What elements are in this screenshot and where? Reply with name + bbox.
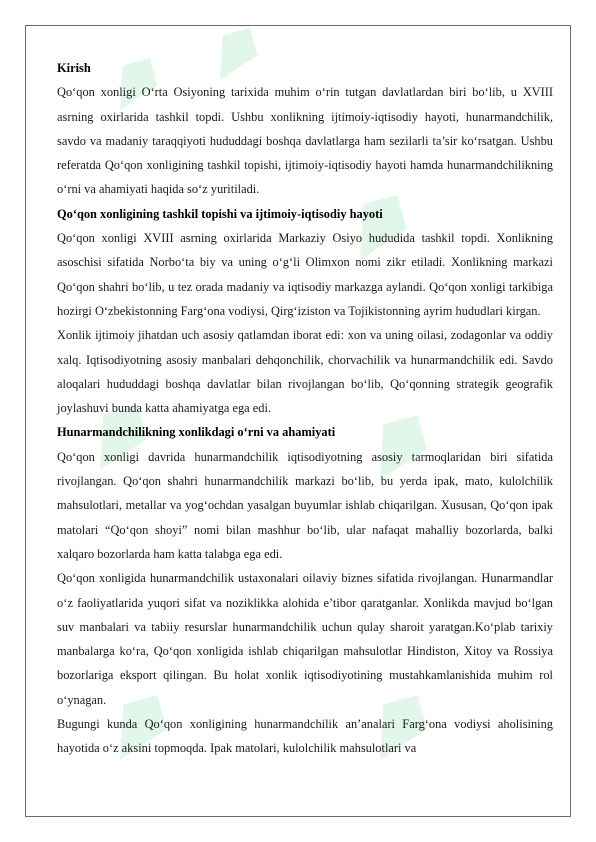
section-heading-kirish: Kirish — [57, 61, 91, 75]
section-heading-tashkil-topishi: Qo‘qon xonligining tashkil topishi va ijtimoiy-iqtisodiy hayoti — [57, 206, 383, 221]
paragraph: Qo‘qon xonligi XVIII asrning oxirlarida Markaziy Osiyo hududida tashkil topdi. Xonlikning asoschisi sifatida Norbo‘ta biy va uning o‘g‘li Olimxon nomi zikr etiladi. Xonlikning markazi Qo‘qon shahri bo‘lib, u tez orada madaniy va iqtisodiy markazga aylandi. Qo‘qon xonligi tarkibiga hozirgi O‘zbekistonning Farg‘ona vodiysi, Qirg‘iziston va Tojikistonning ayrim hududlari kirgan. — [57, 231, 553, 318]
paragraph: Qo‘qon xonligida hunarmandchilik ustaxonalari oilaviy biznes sifatida rivojlangan. Hunarmandlar o‘z faoliyatlarida yuqori sifat va noziklikka alohida e’tibor qaratganlar. Xonlikda mavjud bo‘lgan suv manbalari va tabiiy resurslar hunarmandchilik uchun qulay sharoit yaratgan.Ko‘plab tarixiy manbalarga ko‘ra, Qo‘qon xonligida ishlab chiqarilgan mahsulotlar Hindiston, Xitoy va Rossiya bozorlariga eksport qilingan. Bu holat xonlik iqtisodiyotining mustahkamlanishida muhim rol o‘ynagan. — [57, 571, 553, 707]
paragraph: Bugungi kunda Qo‘qon xonligining hunarmandchilik an’analari Farg‘ona vodiysi aholisining hayotida o‘z aksini topmoqda. Ipak matolari, kulolchilik mahsulotlari va — [57, 717, 553, 756]
document-body — [57, 56, 553, 761]
section-heading-hunarmandchilik: Hunarmandchilikning xonlikdagi o‘rni va ahamiyati — [57, 425, 336, 440]
paragraph: Qo‘qon xonligi davrida hunarmandchilik iqtisodiyotning asosiy tarmoqlaridan biri sifatida rivojlangan. Qo‘qon shahri hunarmandchilik markazi bo‘lib, bu yerda ipak, mato, kulolchilik mahsulotlari, metallar va yog‘ochdan yasalgan buyumlar ishlab chiqarilgan. Xususan, Qo‘qon ipak matolari “Qo‘qon shoyi” nomi bilan mashhur bo‘lib, ular nafaqat mahalliy bozorlarda, balki xalqaro bozorlarda ham katta talabga ega edi. — [57, 449, 553, 561]
paragraph: Xonlik ijtimoiy jihatdan uch asosiy qatlamdan iborat edi: xon va uning oilasi, zodagonlar va oddiy xalq. Iqtisodiyotning asosiy manbalari dehqonchilik, chorvachilik va hunarmandchilik edi. Savdo aloqalari hududdagi boshqa davlatlar bilan rivojlangan bo‘lib, Qo‘qonning strategik geografik joylashuvi bunda katta ahamiyatga ega edi. — [57, 328, 553, 416]
paragraph: Qo‘qon xonligi O‘rta Osiyoning tarixida muhim o‘rin tutgan davlatlardan biri bo‘lib, u XVIII asrning oxirlarida tashkil topdi. Ushbu xonlikning ijtimoiy-iqtisodiy hayoti, hunarmandchilik, savdo va madaniy taraqqiyoti hududdagi boshqa davlatlarga ham sezilarli ta’sir ko‘rsatgan. Ushbu referatda Qo‘qon xonligining tashkil topishi, ijtimoiy-iqtisodiy hayoti hamda hunarmandchilikning o‘rni va ahamiyati haqida so‘z yuritiladi. — [57, 85, 553, 197]
